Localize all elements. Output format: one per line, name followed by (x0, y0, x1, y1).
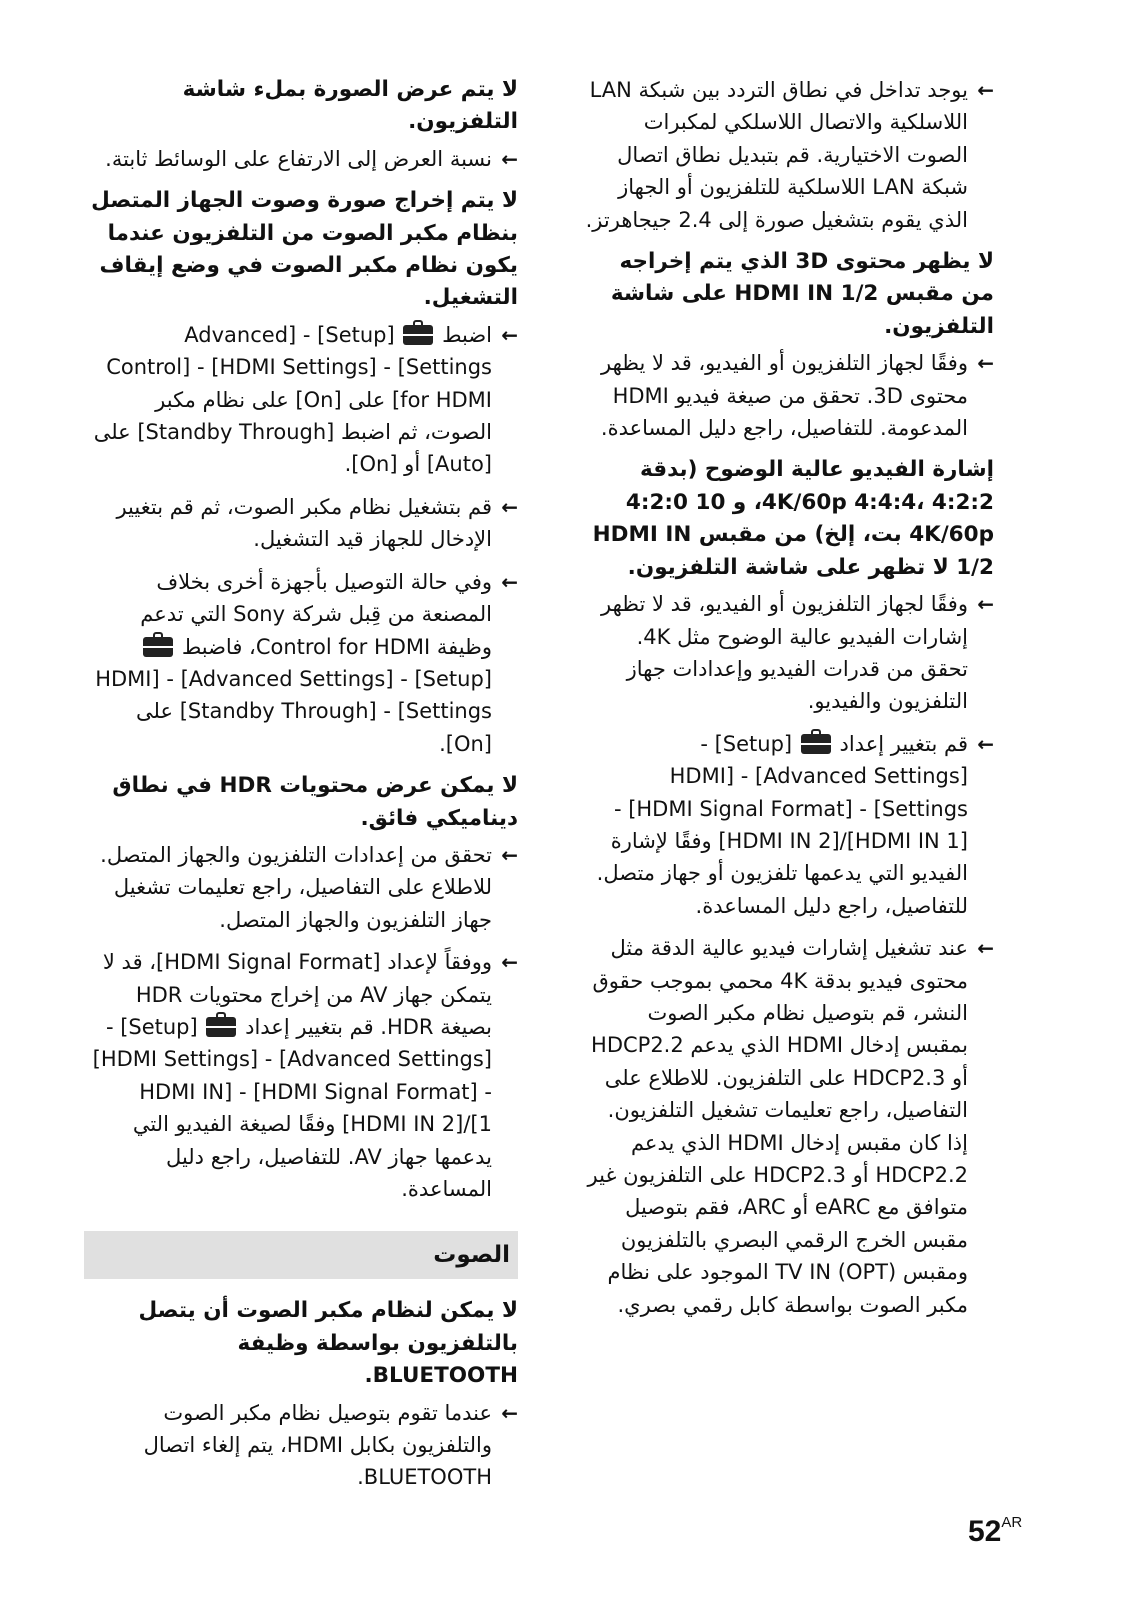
page-number-suffix: AR (1001, 1514, 1023, 1531)
list-item (584, 74, 994, 236)
arrow-icon: ← (977, 731, 994, 756)
item-text (84, 319, 492, 481)
item-text: نسبة العرض إلى الارتفاع على الوسائط ثابتة. (105, 146, 492, 171)
list-item (584, 728, 994, 922)
item-text-before: ووفقاً لإعداد [HDMI Signal Format]، قد لا يتمكن جهاز AV من إخراج محتويات HDR بصيغة HDR. قم بتغيير إعداد (102, 950, 492, 1039)
list-item (584, 588, 994, 718)
list-item (84, 946, 518, 1205)
toolbox-icon (143, 637, 173, 657)
arrow-icon: ← (977, 78, 994, 102)
list-item (84, 1397, 518, 1494)
item-text: يوجد تداخل في نطاق التردد بين شبكة LAN اللاسلكية والاتصال اللاسلكي لمكبرات الصوت الاختيارية. قم بتبديل نطاق اتصال شبكة LAN اللاسلكية للتلفزيون أو الجهاز الذي يقوم بتشغيل صورة إلى 2.4 جيجاهرتز. (585, 78, 968, 232)
arrow-icon: ← (501, 569, 518, 594)
item-text: وفقًا لجهاز التلفزيون أو الفيديو، قد لا تظهر إشارات الفيديو عالية الوضوح مثل 4K. تحقق من قدرات الفيديو وإعدادات جهاز التلفزيون والفيديو. (601, 592, 968, 714)
arrow-icon: ← (501, 950, 518, 975)
item-text-after: [Setup] - [Advanced Settings] - [HDMI Settings] - [HDMI Signal Format] - [HDMI IN 1]/[HDMI IN 2] وفقًا لإشارة الفيديو التي يدعمها تلفزيون أو جهاز متصل. للتفاصيل، راجع دليل المساعدة. (596, 731, 968, 918)
item-text-after: [Setup] - [Advanced Settings] - [HDMI Settings] - [Control for HDMI] على [On] على نظام مكبر الصوت، ثم اضبط [Standby Through] على [Auto] أو [On]. (93, 322, 492, 477)
item-text-before: وفي حالة التوصيل بأجهزة أخرى بخلاف المصنعة من قِبل شركة Sony التي تدعم وظيفة Control for HDMI، فاضبط (140, 569, 492, 659)
list-item (584, 347, 994, 444)
arrow-icon: ← (501, 494, 518, 519)
list-item (84, 319, 518, 481)
arrow-icon: ← (501, 1400, 518, 1425)
toolbox-icon (801, 734, 831, 754)
heading-3d: لا يظهر محتوى 3D الذي يتم إخراجه من مقبس HDMI IN 1/2 على شاشة التلفزيون. (610, 249, 994, 339)
heading-4k: إشارة الفيديو عالية الوضوح (بدقة 4K/60p 4:4:4، 4:2:2، و 10 4:2:0 4K/60p بت، إلخ) من مقبس HDMI IN 1/2 لا تظهر على شاشة التلفزيون. (592, 457, 994, 580)
section-title-sound: الصوت (84, 1231, 518, 1279)
heading-standby: لا يتم إخراج صورة وصوت الجهاز المتصل بنظام مكبر الصوت من التلفزيون عندما يكون نظام مكبر الصوت في وضع إيقاف التشغيل. (91, 188, 518, 311)
item-text-after: [Setup] - [Advanced Settings] - [HDMI Settings] - [Standby Through] على [On]. (95, 666, 492, 756)
page-number (968, 1514, 1022, 1549)
arrow-icon: ← (977, 351, 994, 376)
item-text: عند تشغيل إشارات فيديو عالية الدقة مثل محتوى فيديو بدقة 4K محمي بموجب حقوق النشر، قم بتوصيل نظام مكبر الصوت بمقبس إدخال HDMI الذي يدعم HDCP2.2 أو HDCP2.3 على التلفزيون. للاطلاع على التفاصيل، راجع تعليمات تشغيل التلفزيون. إذا كان مقبس إدخال HDMI الذي يدعم HDCP2.2 أو HDCP2.3 على التلفزيون غير متوافق مع eARC أو ARC، فقم بتوصيل مقبس الخرج الرقمي البصري بالتلفزيون ومقبس TV IN (OPT) الموجود على نظام مكبر الصوت بواسطة كابل رقمي بصري. (587, 936, 968, 1317)
right-column (584, 74, 994, 1331)
toolbox-icon (206, 1017, 236, 1037)
heading-hdr: لا يمكن عرض محتويات HDR في نطاق ديناميكي فائق. (112, 773, 518, 831)
heading-bluetooth: لا يمكن لنظام مكبر الصوت أن يتصل بالتلفزيون بواسطة وظيفة BLUETOOTH. (138, 1298, 518, 1389)
list-item (584, 932, 994, 1321)
item-text-before: اضبط (442, 322, 492, 347)
item-text (84, 566, 492, 760)
list-item (84, 566, 518, 760)
arrow-icon: ← (977, 936, 994, 961)
arrow-icon: ← (501, 842, 518, 867)
arrow-icon: ← (977, 592, 994, 617)
toolbox-icon (403, 325, 433, 345)
item-text-before: قم بتغيير إعداد (839, 731, 968, 756)
arrow-icon: ← (501, 322, 518, 347)
left-column (84, 74, 518, 1504)
list-item (84, 491, 518, 556)
arrow-icon: ← (501, 146, 518, 171)
item-text-after: [Setup] - [Advanced Settings] - [HDMI Settings] - [HDMI Signal Format] - [HDMI IN 1]/[HDMI IN 2] وفقًا لصيغة الفيديو التي يدعمها جهاز AV. للتفاصيل، راجع دليل المساعدة. (92, 1014, 492, 1201)
item-text (584, 728, 968, 922)
item-text: تحقق من إعدادات التلفزيون والجهاز المتصل. للاطلاع على التفاصيل، راجع تعليمات تشغيل جهاز التلفزيون والجهاز المتصل. (100, 842, 492, 932)
list-item (84, 839, 518, 936)
item-text: وفقًا لجهاز التلفزيون أو الفيديو، قد لا يظهر محتوى 3D. تحقق من صيغة فيديو HDMI المدعومة. للتفاصيل، راجع دليل المساعدة. (600, 351, 968, 441)
item-text (84, 946, 492, 1205)
item-text: قم بتشغيل نظام مكبر الصوت، ثم قم بتغيير الإدخال للجهاز قيد التشغيل. (116, 494, 492, 552)
heading-screen: لا يتم عرض الصورة بملء شاشة التلفزيون. (182, 77, 518, 135)
page-number-value: 52 (968, 1515, 1002, 1548)
list-item (84, 143, 518, 175)
item-text: عندما تقوم بتوصيل نظام مكبر الصوت والتلفزيون بكابل HDMI، يتم إلغاء اتصال BLUETOOTH. (143, 1400, 492, 1490)
